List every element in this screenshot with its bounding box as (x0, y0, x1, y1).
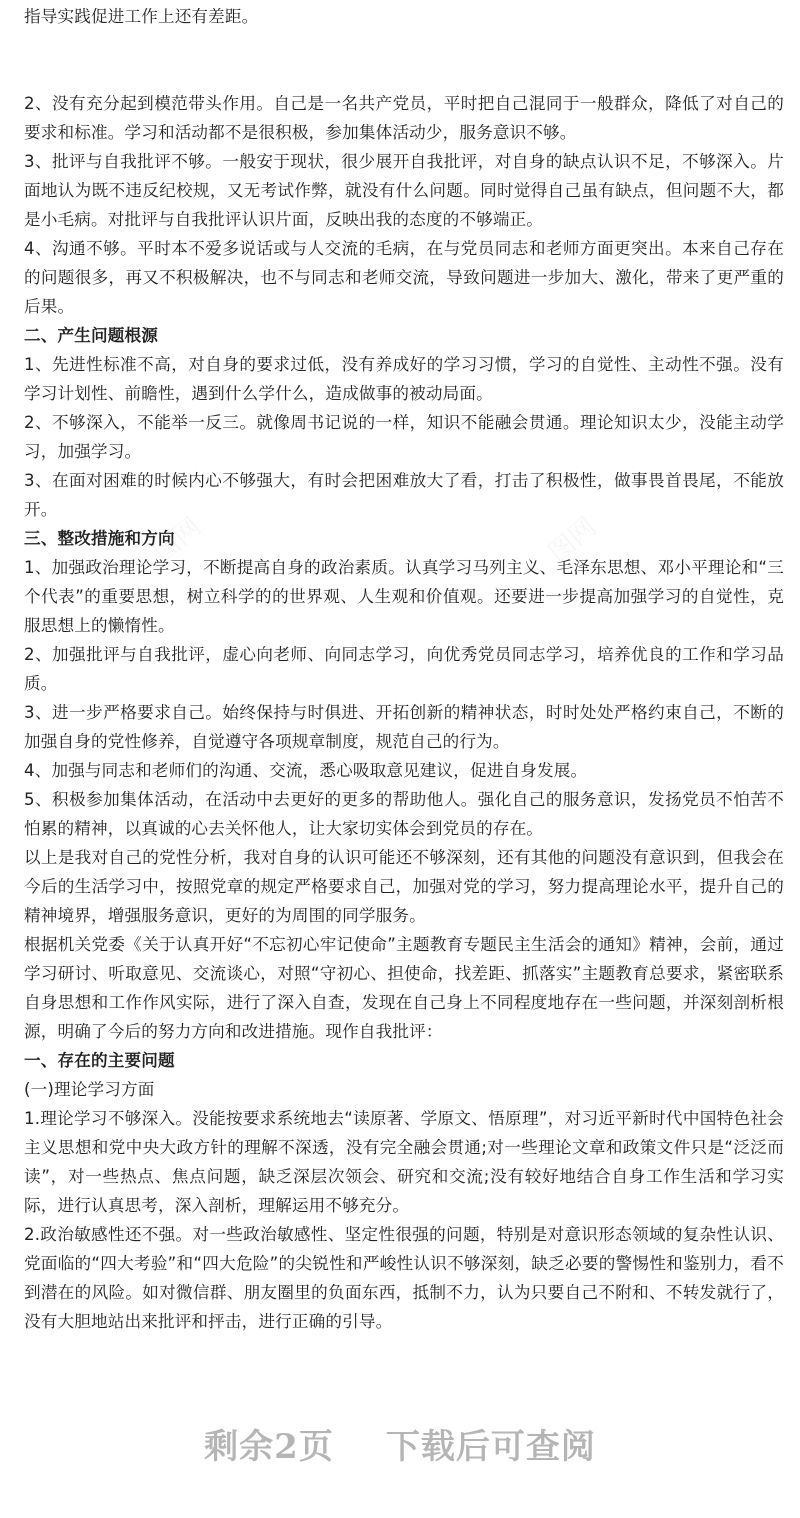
subsection-heading: (一)理论学习方面 (24, 1080, 155, 1099)
paragraph: 根据机关党委《关于认真开好“不忘初心牢记使命”主题教育专题民主生活会的通知》精神，会前，通过学习研讨、听取意见、交流谈心，对照“守初心、担使命，找差距、抓落实”主题教育总要求，紧密联系自身思想和工作作风实际，进行了深入自查，发现在自己身上不同程度地存在一些问题，并深刻剖析根源，明确了今后的努力方向和改进措施。现作自我批评： (24, 935, 784, 1041)
paragraph: 1.理论学习不够深入。没能按要求系统地去“读原著、学原文、悟原理”，对习近平新时代中国特色社会主义思想和党中央大政方针的理解不深透，没有完全融会贯通;对一些理论文章和政策文件只是“泛泛而读”，对一些热点、焦点问题，缺乏深层次领会、研究和交流;没有较好地结合自身工作生活和学习实际，进行认真思考，深入剖析，理解运用不够充分。 (24, 1109, 784, 1215)
document-body (24, 2, 784, 1336)
section-heading: 一、存在的主要问题 (24, 1051, 175, 1070)
paragraph: 4、沟通不够。平时本不爱多说话或与人交流的毛病，在与党员同志和老师方面更突出。本来自己存在的问题很多，再又不积极解决，也不与同志和老师交流，导致问题进一步加大、激化，带来了更严重的后果。 (24, 239, 784, 316)
download-prompt[interactable] (0, 1418, 800, 1468)
paragraph: 4、加强与同志和老师们的沟通、交流，悉心吸取意见建议，促进自身发展。 (24, 761, 588, 780)
section-heading: 二、产生问题根源 (24, 326, 158, 345)
paragraph: 3、在面对困难的时候内心不够强大，有时会把困难放大了看，打击了积极性，做事畏首畏尾，不能放开。 (24, 471, 784, 519)
paragraph: 2、没有充分起到模范带头作用。自己是一名共产党员，平时把自己混同于一般群众，降低了对自己的要求和标准。学习和活动都不是很积极，参加集体活动少，服务意识不够。 (24, 94, 784, 142)
paragraph: 3、批评与自我批评不够。一般安于现状，很少展开自我批评，对自身的缺点认识不足，不够深入。片面地认为既不违反纪校规，又无考试作弊，就没有什么问题。同时觉得自己虽有缺点，但问题不大，都是小毛病。对批评与自我批评认识片面，反映出我的态度的不够端正。 (24, 152, 784, 229)
paragraph: 5、积极参加集体活动，在活动中去更好的更多的帮助他人。强化自己的服务意识，发扬党员不怕苦不怕累的精神，以真诚的心去关怀他人，让大家切实体会到党员的存在。 (24, 790, 784, 838)
remaining-pages-label: 剩余2页 (204, 1426, 334, 1467)
paragraph: 1、加强政治理论学习，不断提高自身的政治素质。认真学习马列主义、毛泽东思想、邓小平理论和“三个代表”的重要思想，树立科学的的世界观、人生观和价值观。还要进一步提高加强学习的自觉性，克服思想上的懒惰性。 (24, 558, 784, 635)
watermark: 图网 (148, 512, 208, 569)
paragraph: 2、加强批评与自我批评，虚心向老师、向同志学习，向优秀党员同志学习，培养优良的工作和学习品质。 (24, 645, 784, 693)
paragraph: 2、不够深入，不能举一反三。就像周书记说的一样，知识不能融会贯通。理论知识太少，没能主动学习，加强学习。 (24, 413, 784, 461)
download-hint-label: 下载后可查阅 (385, 1426, 596, 1467)
paragraph: 3、进一步严格要求自己。始终保持与时俱进、开拓创新的精神状态，时时处处严格约束自己，不断的加强自身的党性修养，自觉遵守各项规章制度，规范自己的行为。 (24, 703, 784, 751)
watermark: 图网 (543, 512, 603, 569)
paragraph: 1、先进性标准不高，对自身的要求过低，没有养成好的学习习惯，学习的自觉性、主动性不强。没有学习计划性、前瞻性，遇到什么学什么，造成做事的被动局面。 (24, 355, 784, 403)
paragraph: 2.政治敏感性还不强。对一些政治敏感性、坚定性很强的问题，特别是对意识形态领域的复杂性认识、党面临的“四大考验”和“四大危险”的尖锐性和严峻性认识不够深刻，缺乏必要的警惕性和鉴别力，看不到潜在的风险。如对微信群、朋友圈里的负面东西，抵制不力，认为只要自己不附和、不转发就行了，没有大胆地站出来批评和抨击，进行正确的引导。 (24, 1225, 784, 1331)
paragraph: 以上是我对自己的党性分析，我对自身的认识可能还不够深刻，还有其他的问题没有意识到，但我会在今后的生活学习中，按照党章的规定严格要求自己，加强对党的学习，努力提高理论水平，提升自己的精神境界，增强服务意识，更好的为周围的同学服务。 (24, 848, 784, 925)
section-heading: 三、整改措施和方向 (24, 529, 175, 548)
paragraph: 指导实践促进工作上还有差距。 (24, 7, 259, 26)
